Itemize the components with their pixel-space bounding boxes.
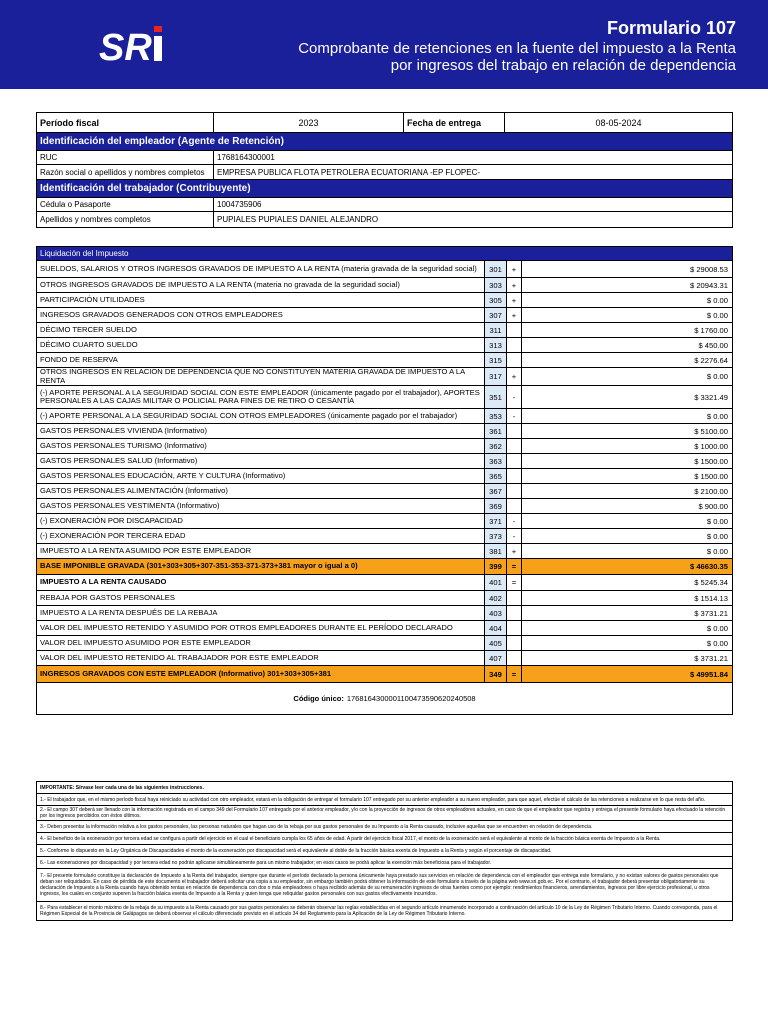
cedula-row	[37, 198, 732, 212]
row-code: 363	[484, 454, 506, 468]
row-sign: -	[506, 409, 521, 423]
cedula-label: Cédula o Pasaporte	[40, 200, 111, 209]
periodo-row	[37, 113, 732, 133]
row-description: (-) EXONERACIÓN POR DISCAPACIDAD	[40, 515, 183, 525]
trabajador-section-header: Identificación del trabajador (Contribuyente)	[37, 180, 732, 198]
row-description: (-) APORTE PERSONAL A LA SEGURIDAD SOCIAL CON OTROS EMPLEADORES (únicamente pagado por el trabajador)	[40, 410, 458, 420]
subtitle-line-2: por ingresos del trabajo en relación de dependencia	[390, 57, 736, 74]
fecha-value: 08-05-2024	[504, 113, 732, 132]
row-code: 307	[484, 308, 506, 322]
row-description: INGRESOS GRAVADOS GENERADOS CON OTROS EMPLEADORES	[40, 309, 283, 319]
row-sign	[506, 484, 521, 498]
row-sign	[506, 439, 521, 453]
row-description: GASTOS PERSONALES VESTIMENTA (Informativo)	[40, 500, 220, 510]
row-description: PARTICIPACIÓN UTILIDADES	[40, 294, 145, 304]
row-amount: $ 0.00	[521, 621, 732, 635]
row-amount: $ 0.00	[521, 308, 732, 322]
ruc-value: 1768164300001	[213, 151, 732, 164]
row-description: GASTOS PERSONALES VIVIENDA (Informativo)	[40, 425, 207, 435]
instruction-item: 5.- Conforme lo dispuesto en la Ley Orgánica de Discapacidades el monto de la exoneración por discapacidad será el equivalente al doble de la fracción básica exenta de Impuesto a la Renta y según el porcentaje de discapacidad.	[37, 845, 732, 857]
row-sign	[506, 424, 521, 438]
liquidacion-row	[37, 606, 732, 621]
form-subtitle	[216, 40, 736, 74]
liquidacion-row	[37, 484, 732, 499]
row-code: 405	[484, 636, 506, 650]
row-code: 381	[484, 544, 506, 558]
row-code: 349	[484, 666, 506, 682]
row-sign: +	[506, 308, 521, 322]
row-code: 317	[484, 368, 506, 385]
row-sign	[506, 469, 521, 483]
liquidacion-row	[37, 424, 732, 439]
liquidacion-row	[37, 353, 732, 368]
row-description: VALOR DEL IMPUESTO RETENIDO Y ASUMIDO POR OTROS EMPLEADORES DURANTE EL PERÍODO DECLARADO	[40, 622, 453, 632]
row-amount: $ 1000.00	[521, 439, 732, 453]
row-description: OTROS INGRESOS GRAVADOS DE IMPUESTO A LA RENTA (materia no gravada de la seguridad social)	[40, 279, 400, 289]
row-sign	[506, 338, 521, 352]
row-amount: $ 5100.00	[521, 424, 732, 438]
row-description: BASE IMPONIBLE GRAVADA (301+303+305+307-351-353-371-373+381 mayor o igual a 0)	[40, 561, 358, 571]
row-sign: =	[506, 559, 521, 574]
row-code: 362	[484, 439, 506, 453]
instructions-box	[36, 781, 733, 921]
liquidacion-row	[37, 544, 732, 559]
periodo-value: 2023	[213, 113, 403, 132]
instruction-item: 8.- Para establecer el monto máximo de la rebaja de su impuesto a la Renta causado por sus gastos personales se deberán observar las reglas establecidas en el segundo artículo innumerado incorporado a continuación del artículo 10 de la Ley de Régimen Tributario Interno. Cuando corresponda, para el Régimen Especial de la Provincia de Galápagos se deberá observar el cálculo diferenciado previsto en el artículo 34 del Reglamento para la Aplicación de la Ley de Régimen Tributario Interno.	[40, 905, 718, 917]
row-description: REBAJA POR GASTOS PERSONALES	[40, 592, 175, 602]
liquidacion-row	[37, 514, 732, 529]
razon-row	[37, 165, 732, 180]
row-description: DÉCIMO CUARTO SUELDO	[40, 339, 138, 349]
row-code: 351	[484, 386, 506, 408]
codigo-label: Código único:	[293, 694, 344, 703]
row-amount: $ 49951.84	[521, 666, 732, 682]
row-amount: $ 0.00	[521, 636, 732, 650]
row-code: 407	[484, 651, 506, 665]
row-description: GASTOS PERSONALES SALUD (Informativo)	[40, 455, 198, 465]
row-description: INGRESOS GRAVADOS CON ESTE EMPLEADOR (Informativo) 301+303+305+381	[40, 668, 332, 678]
instruction-item: 3.- Deben presentar la información relativa a los gastos personales, las personas naturales que hagan uso de la rebaja por sus gastos personales de su Impuesto a la Renta causado, inclusive aquellas que se encuentren en relación de dependencia.	[37, 821, 732, 833]
row-amount: $ 2100.00	[521, 484, 732, 498]
liquidacion-row	[37, 559, 732, 575]
row-code: 305	[484, 293, 506, 307]
row-amount: $ 900.00	[521, 499, 732, 513]
liquidacion-row	[37, 621, 732, 636]
nombres-row	[37, 212, 732, 227]
row-sign: -	[506, 514, 521, 528]
svg-text:SR: SR	[99, 27, 152, 68]
row-sign: +	[506, 544, 521, 558]
row-description: VALOR DEL IMPUESTO ASUMIDO POR ESTE EMPLEADOR	[40, 637, 251, 647]
row-description: GASTOS PERSONALES ALIMENTACIÓN (Informativo)	[40, 485, 228, 495]
liquidacion-row	[37, 278, 732, 293]
row-code: 365	[484, 469, 506, 483]
row-amount: $ 0.00	[521, 293, 732, 307]
row-code: 401	[484, 575, 506, 590]
row-amount: $ 5245.34	[521, 575, 732, 590]
row-sign: +	[506, 293, 521, 307]
liquidacion-row	[37, 575, 732, 591]
row-code: 371	[484, 514, 506, 528]
row-description: GASTOS PERSONALES TURISMO (Informativo)	[40, 440, 207, 450]
instruction-item: 7.- El presente formulario constituye la declaración de Impuesto a la Renta del trabajador, siempre que durante el período declarado la persona únicamente haya prestado sus servicios en relación de dependencia con el empleador que entrega este formulario, y no existan valores de gastos personales que deban ser reliquidados. En caso de pérdida de este documento el trabajador deberá solicitar una copia a su empleador, sin embargo también podrá obtener la información de este formulario a través de la página web www.sri.gob.ec. Por el contrario, el trabajador deberá presentar obligatoriamente su declaración de Impuesto a la Renta cuando haya obtenido rentas en relación de dependencia con dos o más empleadores o haya recibido además de su remuneración ingresos de otras fuentes como por ejemplo: rendimientos financieros, arrendamientos, ingresos por libre ejercicio profesional, u otros ingresos, los cuales en conjunto superen la fracción básica exenta de Impuesto a la Renta y quien tenga que reliquidar gastos personales con sus gastos efectivamente incurridos.	[37, 869, 732, 902]
liquidacion-box	[36, 246, 733, 715]
liquidacion-row	[37, 529, 732, 544]
row-sign: =	[506, 666, 521, 682]
row-amount: $ 29008.53	[521, 261, 732, 277]
row-code: 353	[484, 409, 506, 423]
liquidacion-row	[37, 591, 732, 606]
periodo-label: Período fiscal	[40, 117, 100, 128]
row-code: 399	[484, 559, 506, 574]
liquidacion-row	[37, 338, 732, 353]
row-sign	[506, 606, 521, 620]
instructions-list	[37, 794, 732, 920]
row-code: 367	[484, 484, 506, 498]
row-amount: $ 450.00	[521, 338, 732, 352]
row-code: 303	[484, 278, 506, 292]
row-sign	[506, 353, 521, 367]
row-amount: $ 46630.35	[521, 559, 732, 574]
row-amount: $ 0.00	[521, 368, 732, 385]
row-sign	[506, 591, 521, 605]
row-code: 315	[484, 353, 506, 367]
row-amount: $ 0.00	[521, 529, 732, 543]
row-sign	[506, 621, 521, 635]
codigo-value: 17681643000011004735906202405​08	[346, 694, 476, 703]
fecha-label: Fecha de entrega	[403, 113, 504, 132]
row-code: 301	[484, 261, 506, 277]
identification-box	[36, 112, 733, 228]
row-amount: $ 3731.21	[521, 606, 732, 620]
instruction-item: 1.- El trabajador que, en el mismo período fiscal haya reiniciado su actividad con otro empleador, estará en la obligación de entregar el formulario 107 entregado por su anterior empleador a su nuevo empleador, para que aquel, efectúe el cálculo de las retenciones a realizarse en lo que resta del año.	[37, 794, 732, 806]
instructions-important: IMPORTANTE: Sírvase leer cada una de las siguientes instrucciones.	[37, 782, 732, 794]
row-amount: $ 3731.21	[521, 651, 732, 665]
row-code: 313	[484, 338, 506, 352]
row-sign: -	[506, 529, 521, 543]
row-description: IMPUESTO A LA RENTA ASUMIDO POR ESTE EMPLEADOR	[40, 545, 252, 555]
row-code: 311	[484, 323, 506, 337]
subtitle-line-1: Comprobante de retenciones en la fuente del impuesto a la Renta	[298, 40, 736, 57]
row-sign: +	[506, 368, 521, 385]
row-code: 369	[484, 499, 506, 513]
codigo-unico	[37, 683, 732, 714]
row-description: DÉCIMO TERCER SUELDO	[40, 324, 137, 334]
row-description: SUELDOS, SALARIOS Y OTROS INGRESOS GRAVADOS DE IMPUESTO A LA RENTA (materia gravada de la seguridad social)	[40, 263, 477, 273]
row-description: (-) APORTE PERSONAL A LA SEGURIDAD SOCIAL CON ESTE EMPLEADOR (únicamente pagado por el trabajador), APORTES PERSONALES A LAS CAJAS MILITAR O POLICIAL PARA FINES DE RETIRO O CESANTÍA	[40, 387, 480, 405]
instruction-item: 4.- El beneficio de la exoneración por tercera edad se configura a partir del ejercicio en el cual el beneficiario cumpla los 65 años de edad. A partir del ejercicio fiscal 2017, el monto de la exoneración será el equivalente al monto de la fracción básica exenta de Impuesto a la Renta.	[37, 833, 732, 845]
razon-label: Razón social o apellidos y nombres completos	[40, 167, 205, 177]
row-amount: $ 0.00	[521, 514, 732, 528]
row-code: 373	[484, 529, 506, 543]
row-amount: $ 20943.31	[521, 278, 732, 292]
row-amount: $ 0.00	[521, 544, 732, 558]
cedula-value: 1004735906	[213, 198, 732, 211]
row-amount: $ 1500.00	[521, 454, 732, 468]
instruction-item: 6.- Las exoneraciones por discapacidad y por tercera edad no podrán aplicarse simultáneamente para un mismo trabajador; en esos casos se podrá aplicar la exención más beneficiosa para el trabajador.	[37, 857, 732, 869]
row-sign: +	[506, 278, 521, 292]
row-amount: $ 1514.13	[521, 591, 732, 605]
row-sign	[506, 636, 521, 650]
row-amount: $ 1500.00	[521, 469, 732, 483]
row-sign	[506, 651, 521, 665]
row-description: IMPUESTO A LA RENTA DESPUÉS DE LA REBAJA	[40, 607, 218, 617]
liquidacion-row	[37, 454, 732, 469]
row-description: VALOR DEL IMPUESTO RETENIDO AL TRABAJADOR POR ESTE EMPLEADOR	[40, 652, 319, 662]
liquidacion-row	[37, 666, 732, 683]
row-amount: $ 0.00	[521, 409, 732, 423]
liquidacion-row	[37, 386, 732, 409]
page-header	[0, 0, 768, 89]
liquidacion-row	[37, 636, 732, 651]
row-sign	[506, 323, 521, 337]
row-sign: =	[506, 575, 521, 590]
row-amount: $ 1760.00	[521, 323, 732, 337]
row-sign	[506, 499, 521, 513]
liquidacion-row	[37, 439, 732, 454]
ruc-label: RUC	[40, 153, 58, 162]
row-amount: $ 2276.64	[521, 353, 732, 367]
row-amount: $ 3321.49	[521, 386, 732, 408]
row-description: IMPUESTO A LA RENTA CAUSADO	[40, 577, 167, 587]
sri-logo	[99, 22, 169, 68]
liquidacion-row	[37, 293, 732, 308]
row-code: 403	[484, 606, 506, 620]
row-sign	[506, 454, 521, 468]
razon-value: EMPRESA PUBLICA FLOTA PETROLERA ECUATORIANA -EP FLOPEC-	[213, 165, 732, 179]
liquidacion-row	[37, 651, 732, 666]
row-description: FONDO DE RESERVA	[40, 354, 118, 364]
row-code: 361	[484, 424, 506, 438]
row-code: 404	[484, 621, 506, 635]
liquidacion-header: Liquidación del Impuesto	[37, 247, 732, 261]
instruction-item: 2.- El campo 307 deberá ser llenado con la información registrada en el campo 349 del Formulario 107 entregado por el anterior empleador, y/o con la proyección de ingresos de otros empleadores actuales, en caso de que el empleador que registra y entrega el presente formulario haya efectuado la retención por los ingresos percibidos con éstos últimos.	[37, 806, 732, 821]
row-description: (-) EXONERACIÓN POR TERCERA EDAD	[40, 530, 186, 540]
row-description: OTROS INGRESOS EN RELACIÓN DE DEPENDENCIA QUE NO CONSTITUYEN MATERIA GRAVADA DE IMPUESTO A LA RENTA	[40, 367, 465, 385]
liquidacion-row	[37, 469, 732, 484]
liquidacion-rows	[37, 261, 732, 683]
ruc-row	[37, 151, 732, 165]
row-code: 402	[484, 591, 506, 605]
nombres-label: Apellidos y nombres completos	[40, 215, 151, 224]
liquidacion-row	[37, 499, 732, 514]
liquidacion-row	[37, 368, 732, 386]
row-sign: -	[506, 386, 521, 408]
nombres-value: PUPIALES PUPIALES DANIEL ALEJANDRO	[213, 212, 732, 227]
liquidacion-row	[37, 261, 732, 278]
liquidacion-row	[37, 308, 732, 323]
liquidacion-row	[37, 323, 732, 338]
row-sign: +	[506, 261, 521, 277]
form-title: Formulario 107	[606, 18, 736, 38]
liquidacion-row	[37, 409, 732, 424]
empleador-section-header: Identificación del empleador (Agente de Retención)	[37, 133, 732, 151]
row-description: GASTOS PERSONALES EDUCACIÓN, ARTE Y CULTURA (Informativo)	[40, 470, 286, 480]
